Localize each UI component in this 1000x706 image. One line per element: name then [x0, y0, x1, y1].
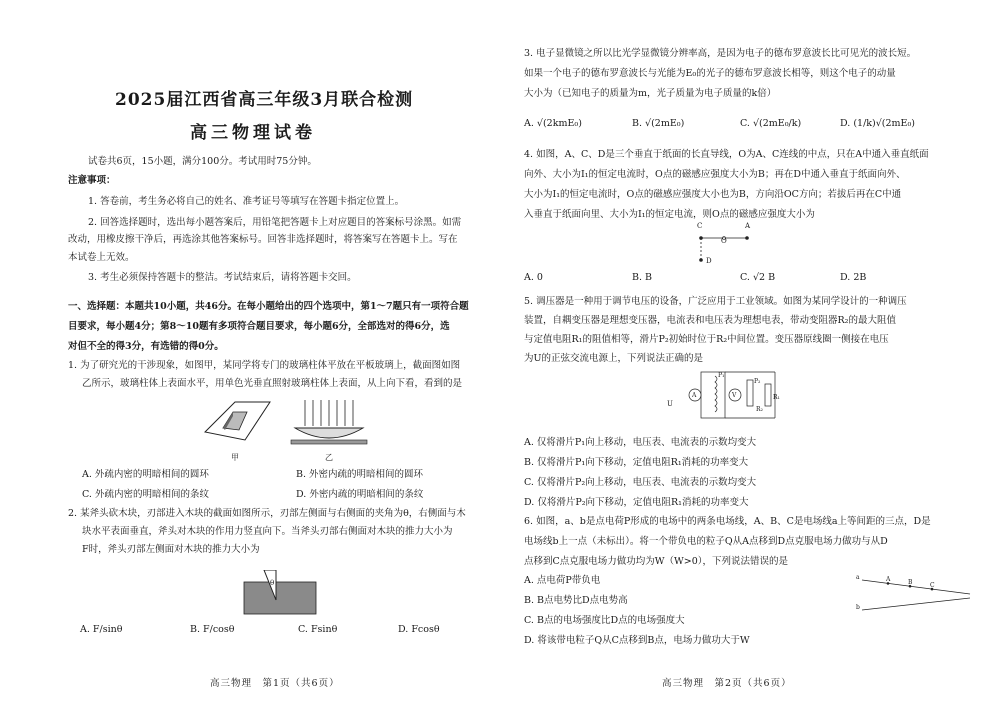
q1-figure-yi — [291, 400, 367, 444]
q1-option-a[interactable]: A. 外疏内密的明暗相间的圆环 — [82, 469, 209, 480]
right-page — [500, 0, 1000, 706]
q6-option-b[interactable]: B. B点电势比D点电势高 — [524, 595, 628, 606]
q6-line3: 点移到C点克服电场力做功均为W（W>0），下列说法错误的是 — [524, 556, 789, 567]
q5-line3: 与定值电阻R₁的阻值相等，滑片P₂初始时位于R₂中间位置。变压器原线圈一侧接在电压 — [524, 334, 889, 345]
q2-option-a[interactable]: A. F/sinθ — [80, 624, 123, 635]
wood-block — [244, 582, 316, 614]
q3-option-b[interactable]: B. √(2mE₀) — [632, 118, 685, 129]
rheostat-r2 — [747, 380, 753, 406]
q5-label-voltmeter: V — [732, 392, 737, 399]
note-2: 2. 回答选择题时，选出每小题答案后，用铅笔把答题卡上对应题目的答案标号涂黑。如需 — [88, 217, 462, 228]
q5-option-b[interactable]: B. 仅将滑片P₁向下移动，定值电阻R₁消耗的功率变大 — [524, 457, 749, 468]
jia-cylinder — [223, 412, 247, 430]
q6-label-pt-b: B — [908, 579, 913, 586]
q1-figure-jia — [205, 402, 270, 440]
q4-option-c[interactable]: C. √2 B — [740, 272, 776, 283]
resistor-r1 — [765, 384, 771, 406]
q5-label-r1: R₁ — [773, 394, 780, 401]
q4-line2: 向外、大小为I₁的恒定电流时，O点的磁感应强度大小为B；再在D中通入垂直于纸面向外、 — [524, 169, 906, 180]
q2-option-d[interactable]: D. Fcosθ — [398, 624, 440, 635]
q1-line2: 乙所示，玻璃柱体上表面水平，用单色光垂直照射玻璃柱体上表面，从上向下看，看到的是 — [82, 378, 463, 389]
q6-figure — [848, 568, 978, 618]
exam-subtitle: 高三物理试卷 — [190, 123, 316, 143]
q6-label-b: b — [856, 604, 860, 611]
q6-label-pt-a: A — [886, 576, 891, 583]
q3-line1: 3. 电子显微镜之所以比光学显微镜分辨率高，是因为电子的德布罗意波长比可见光的波长短。 — [524, 48, 917, 59]
q4-option-d[interactable]: D. 2B — [840, 272, 867, 283]
q5-option-c[interactable]: C. 仅将滑片P₂向上移动，电压表、电流表的示数均变大 — [524, 477, 757, 488]
q1-label-jia: 甲 — [231, 453, 239, 462]
q3-line3: 大小为（已知电子的质量为m，光子质量为电子质量的k倍） — [524, 88, 777, 99]
q4-option-b[interactable]: B. B — [632, 272, 653, 283]
footer-page-1: 高三物理 第1页（共6页） — [210, 678, 340, 689]
q2-line3: F时，斧头刃部左侧面对木块的推力大小为 — [82, 544, 260, 555]
q2-option-c[interactable]: C. Fsinθ — [298, 624, 338, 635]
q5-label-u: U — [667, 400, 673, 408]
q6-option-a[interactable]: A. 点电荷P带负电 — [524, 575, 601, 586]
q5-label-p1: P₁ — [718, 372, 725, 379]
notes-heading: 注意事项： — [68, 175, 116, 186]
note-2c: 本试卷上无效。 — [68, 252, 135, 263]
q6-option-c[interactable]: C. B点的电场强度比D点的电场强度大 — [524, 615, 685, 626]
q4-label-a: A — [745, 222, 751, 230]
q5-label-ammeter: A — [692, 392, 697, 399]
q6-line2: 电场线b上一点（未标出）。将一个带负电的粒子Q从A点移到D点克服电场力做功与从D — [524, 536, 888, 547]
footer-page-2: 高三物理 第2页（共6页） — [662, 678, 792, 689]
q6-line1: 6. 如图，a、b是点电荷P形成的电场中的两条电场线，A、B、C是电场线a上等间距的三点，D是 — [524, 516, 931, 527]
q5-label-p2: P₂ — [754, 378, 761, 385]
q6-label-pt-c: C — [930, 582, 935, 589]
q1-option-c[interactable]: C. 外疏内密的明暗相间的条纹 — [82, 489, 209, 500]
q4-label-c: C — [697, 222, 703, 230]
note-1: 1. 答卷前，考生务必将自己的姓名、准考证号等填写在答题卡指定位置上。 — [88, 196, 405, 207]
yi-plate — [291, 440, 367, 444]
q6-option-d[interactable]: D. 将该带电粒子Q从C点移到B点，电场力做功大于W — [524, 635, 750, 646]
section1-line2: 目要求，每小题4分；第8～10题有多项符合题目要求，每小题6分，全部选对的得6分，选 — [68, 321, 450, 332]
section1-line3: 对但不全的得3分，有选错的得0分。 — [68, 341, 224, 352]
wire-c — [699, 236, 703, 240]
section1-line1: 一、选择题：本题共10小题，共46分。在每小题给出的四个选项中，第1～7题只有一项符合题 — [68, 301, 469, 312]
transformer-coil — [715, 376, 717, 412]
field-line-a — [862, 580, 970, 594]
q5-label-r2: R₂ — [756, 406, 763, 413]
wire-a — [745, 236, 749, 240]
q5-line2: 装置，自耦变压器是理想变压器，电流表和电压表为理想电表，带动变阻器R₂的最大阻值 — [524, 315, 896, 326]
q2-angle-label: θ — [270, 579, 275, 587]
q5-line4: 为U的正弦交流电源上，下列说法正确的是 — [524, 353, 704, 364]
q2-line1: 2. 某斧头砍木块，刃部进入木块的截面如图所示，刃部左侧面与右侧面的夹角为θ，右侧面与木 — [68, 508, 466, 519]
q5-line1: 5. 调压器是一种用于调节电压的设备，广泛应用于工业领域。如图为某同学设计的一种调压 — [524, 296, 907, 307]
note-2b: 改动，用橡皮擦干净后，再选涂其他答案标号。回答非选择题时，将答案写在答题卡上。写在 — [68, 234, 458, 245]
q3-option-d[interactable]: D. (1/k)√(2mE₀) — [840, 118, 915, 129]
wire-d — [699, 258, 703, 262]
q1-option-b[interactable]: B. 外密内疏的明暗相间的圆环 — [296, 469, 424, 480]
exam-title: 2025届江西省高三年级3月联合检测 — [115, 90, 414, 110]
q1-line1: 1. 为了研究光的干涉现象，如图甲，某同学将专门的玻璃柱体平放在平板玻璃上，截面图如图 — [68, 360, 461, 371]
q1-figure — [195, 392, 395, 467]
q3-option-a[interactable]: A. √(2kmE₀) — [524, 118, 582, 129]
q4-label-o: O — [721, 237, 727, 245]
q1-label-yi: 乙 — [325, 453, 333, 462]
q3-line2: 如果一个电子的德布罗意波长与光能为E₀的光子的德布罗意波长相等，则这个电子的动量 — [524, 68, 896, 79]
field-line-b — [862, 598, 970, 610]
q1-option-d[interactable]: D. 外密内疏的明暗相间的条纹 — [296, 489, 424, 500]
yi-cylinder-section — [295, 428, 363, 438]
q4-line4: 入垂直于纸面向里、大小为I₁的恒定电流，则O点的磁感应强度大小为 — [524, 209, 815, 220]
q5-option-d[interactable]: D. 仅将滑片P₂向下移动，定值电阻R₁消耗的功率变大 — [524, 497, 749, 508]
q6-label-a: a — [856, 574, 860, 581]
q2-option-b[interactable]: B. F/cosθ — [190, 624, 235, 635]
q4-label-d: D — [706, 257, 712, 265]
exam-intro: 试卷共6页，15小题，满分100分。考试用时75分钟。 — [88, 156, 317, 167]
q4-line3: 大小为I₁的恒定电流时，O点的磁感应强度大小也为B，方向沿OC方向；若拔后再在C中通 — [524, 189, 902, 200]
note-3: 3. 考生必须保持答题卡的整洁。考试结束后，请将答题卡交回。 — [88, 272, 357, 283]
q4-line1: 4. 如图，A、C、D是三个垂直于纸面的长直导线，O为A、C连线的中点，只在A中通入垂直纸面 — [524, 149, 929, 160]
q3-option-c[interactable]: C. √(2mE₀/k) — [740, 118, 802, 129]
q4-option-a[interactable]: A. 0 — [524, 272, 543, 283]
q2-line2: 块水平表面垂直，斧头对木块的作用力竖直向下。当斧头刃部右侧面对木块的推力大小为 — [82, 526, 453, 537]
q2-figure — [240, 570, 320, 615]
q5-option-a[interactable]: A. 仅将滑片P₁向上移动，电压表、电流表的示数均变大 — [524, 437, 757, 448]
